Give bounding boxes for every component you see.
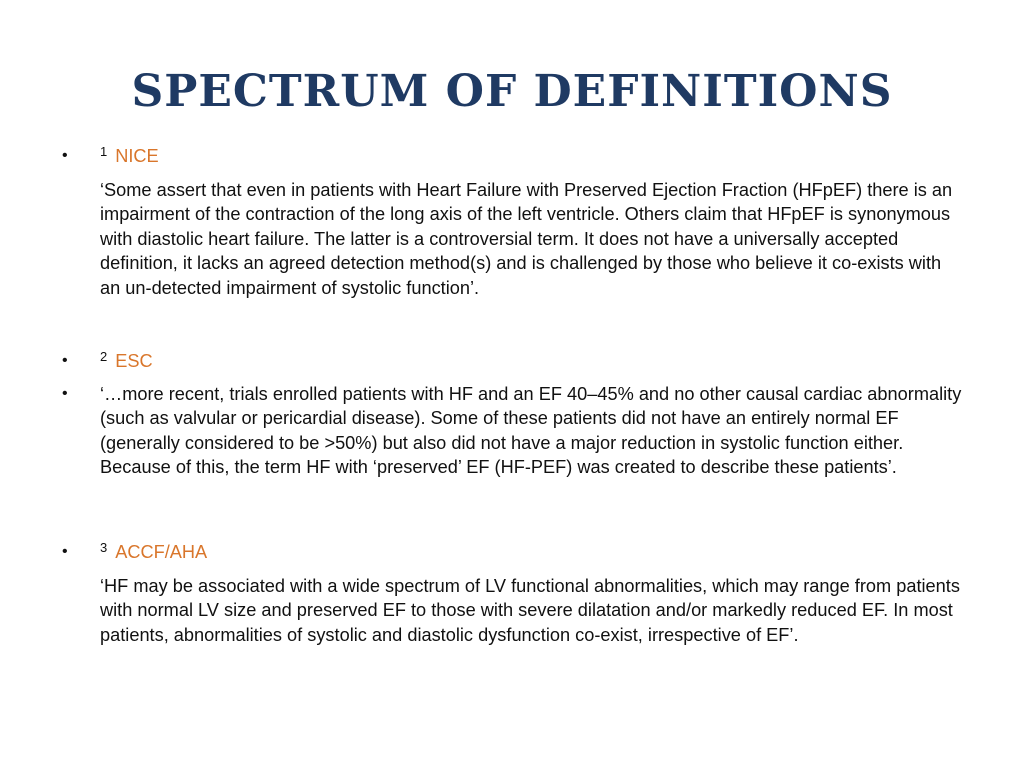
page-title: SPECTRUM OF DEFINITIONS <box>131 66 893 117</box>
reference-number: 1 <box>100 144 108 159</box>
definition-heading <box>62 540 962 567</box>
bullet-icon: • <box>62 352 68 369</box>
reference-number: 3 <box>100 540 108 555</box>
definition-quote: ‘Some assert that even in patients with Heart Failure with Preserved Ejection Fraction (HFpEF) there is an impairment of the contraction of the long axis of the left ventricle. Others claim that HFpEF is synonymous with diastolic heart failure. The latter is a controversial term. It does not have a universally accepted definition, it lacks an agreed detection method(s) and is challenged by those who believe it co-exists with an un-detected impairment of systolic function’. <box>100 179 953 298</box>
definition-quote <box>62 382 962 480</box>
definition-quote: ‘HF may be associated with a wide spectrum of LV functional abnormalities, which may range from patients with normal LV size and preserved EF to those with severe dilatation and/or markedly reduced EF. In most patients, abnormalities of systolic and diastolic dysfunction co-exist, irrespective of EF’. <box>100 575 960 645</box>
definition-section-accf-aha <box>62 540 962 647</box>
definition-heading <box>62 349 962 376</box>
reference-number: 2 <box>100 349 108 364</box>
source-label: NICE <box>115 146 159 166</box>
quote-text: ‘…more recent, trials enrolled patients with HF and an EF 40–45% and no other causal cardiac abnormality (such as valvular or pericardial disease). Some of these patients did not have an entirely normal EF (generally considered to be >50%) but also did not have a major reduction in systolic function either. Because of this, the term HF with ‘preserved’ EF (HF-PEF) was created to describe these patients’. <box>100 383 962 477</box>
source-label: ESC <box>115 351 153 371</box>
definition-section-esc <box>62 349 962 480</box>
definition-section-nice <box>62 144 962 300</box>
bullet-icon: • <box>62 384 68 402</box>
definition-heading <box>62 144 962 171</box>
bullet-icon: • <box>62 543 68 560</box>
source-label: ACCF/AHA <box>115 542 208 562</box>
bullet-icon: • <box>62 147 68 164</box>
